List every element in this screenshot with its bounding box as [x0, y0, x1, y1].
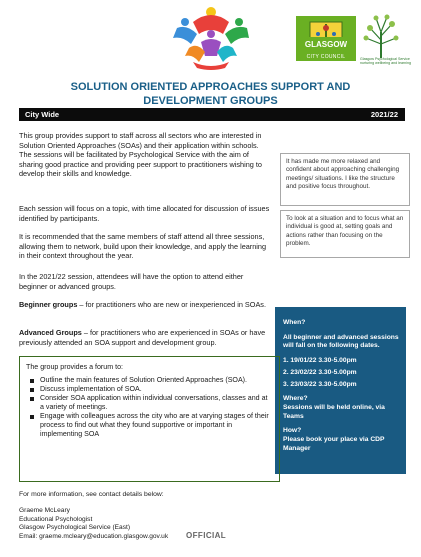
beginner-groups-text	[19, 300, 272, 310]
beginner-label: Beginner groups	[19, 300, 78, 309]
contact-role: Educational Psychologist	[19, 515, 93, 523]
contact-email[interactable]: Email: graeme.mcleary@education.glasgow.gov.uk	[19, 532, 169, 540]
contact-details	[19, 507, 168, 541]
when-text: All beginner and advanced sessions will fall on the following dates.	[283, 333, 399, 350]
forum-item: Engage with colleagues across the city who are at varying stages of their process to find out what they found supportive or important in implementing SOA	[40, 412, 273, 439]
body-paragraph-2: Each session will focus on a topic, with time allocated for discussion of issues identified by participants.	[19, 204, 270, 223]
band-year: 2021/22	[370, 110, 398, 119]
how-label: How?	[283, 427, 302, 435]
forum-box	[19, 356, 280, 482]
forum-intro: The group provides a forum to:	[26, 363, 123, 371]
testimonial-quote-1: It has made me more relaxed and confident about approaching challenging meetings/ situations. I like the structure and positive focus throughout.	[280, 153, 410, 206]
contact-org: Glasgow Psychological Service (East)	[19, 524, 131, 531]
forum-item: Outline the main features of Solution Oriented Approaches (SOA).	[40, 376, 273, 385]
where-text: Sessions will be held online, via Teams	[283, 403, 385, 420]
date-item: 3. 23/03/22 3.30-5.00pm	[283, 380, 357, 388]
people-group-logo	[163, 4, 259, 72]
beginner-desc: – for practitioners who are new or inexperienced in SOAs.	[77, 300, 266, 309]
page-title: SOLUTION ORIENTED APPROACHES SUPPORT AND DEVELOPMENT GROUPS	[70, 81, 351, 107]
forum-item: Discuss implementation of SOA.	[40, 385, 273, 394]
official-marking: OFFICIAL	[186, 531, 227, 540]
when-label: When?	[283, 319, 306, 326]
service-tagline: nurturing wellbeing and learning	[360, 61, 411, 66]
date-item: 1. 19/01/22 3.30-5.00pm	[283, 357, 357, 365]
contact-intro: For more information, see contact details below:	[19, 491, 164, 498]
forum-item: Consider SOA application within individual conversations, classes and at a variety of meetings.	[40, 394, 273, 412]
service-text	[360, 57, 418, 66]
tree-logo	[360, 14, 402, 58]
testimonial-quote-2: To look at a situation and to focus what an individual is good at, setting goals and actions rather than focusing on the problem.	[280, 210, 410, 258]
body-paragraph-1: This group provides support to staff across all sectors who are interested in Solution Oriented Approaches (SOAs) and their application within schools. The sessions will be facilitated by Psychological Service with the aim of sharing good practice and providing peer support to practitioners wishing to develop their skills and knowledge.	[19, 131, 262, 179]
band-location: City Wide	[25, 110, 60, 119]
session-info-box	[275, 307, 406, 474]
council-subtitle: CITY COUNCIL	[306, 54, 346, 60]
location-band	[19, 108, 405, 121]
forum-list	[26, 376, 273, 439]
body-paragraph-4: In the 2021/22 session, attendees will have the option to attend either beginner or advanced groups.	[19, 272, 244, 291]
contact-name: Graeme McLeary	[19, 507, 70, 514]
advanced-desc: – for practitioners who are experienced in SOAs or have previously attended an SOA support and development group.	[19, 328, 266, 347]
council-name: GLASGOW	[296, 37, 356, 53]
body-paragraph-3: It is recommended that the same members of staff attend all three sessions, allowing them to network, build upon their knowledge, and apply the learning in their context throughout the year.	[19, 232, 267, 261]
date-list	[283, 357, 401, 389]
how-text: Please book your place via CDP Manager	[283, 436, 385, 452]
service-name: Glasgow Psychological Service	[360, 57, 410, 61]
date-item: 2. 23/02/22 3.30-5.00pm	[283, 368, 357, 376]
where-label: Where?	[283, 395, 308, 403]
advanced-groups-text	[19, 328, 272, 347]
advanced-label: Advanced Groups	[19, 328, 82, 337]
city-council-label	[296, 53, 356, 61]
